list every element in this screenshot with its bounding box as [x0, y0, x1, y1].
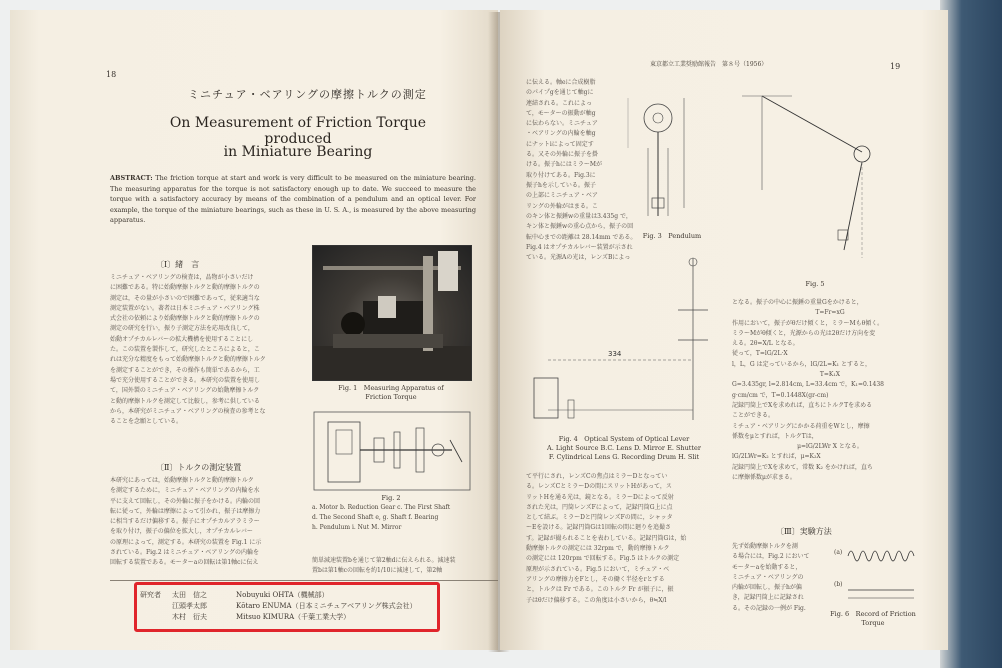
text-line: を測定することができ，その操作も簡単であるから，工	[110, 366, 260, 374]
text-line: 動摩擦トルクの測定には 32rpm で，動的摩擦トルク	[526, 545, 670, 553]
text-line: る。又その外輪に振子を掛	[526, 151, 599, 159]
equation: lG/2LWr=K₂ とすれば，μ=K₂X	[732, 453, 821, 461]
text-line: 作用において，振子がθだけ傾くと，ミラーMもθ傾く。	[732, 319, 884, 327]
right-column-text-bottom	[526, 472, 722, 606]
text-line: 取り付けてある。Fig.3に	[526, 171, 596, 179]
fig2-caption: Fig. 2	[381, 494, 401, 502]
left-page	[10, 10, 498, 650]
text-line: に相当するだけ偏移する。振子にオプチカルアラミラー	[110, 518, 260, 526]
title-english-line2: in Miniature Bearing	[223, 144, 373, 160]
text-line: て，モーターの振動が軸g	[526, 109, 596, 117]
fig1-caption	[312, 384, 470, 402]
text-line: 内輪が回転し，振子hが偏	[732, 584, 802, 592]
text-line: の上部にミニチュア・ベア	[526, 192, 598, 200]
text-line: 子はθだけ偏移する。この角度は小さいから，θ≒X/l	[526, 596, 667, 604]
fig6-caption-line1: Fig. 6 Record of Friction	[830, 610, 916, 618]
text-line: に摩擦係数μが求まる。	[732, 474, 796, 482]
equation: T=Fr=xG	[815, 309, 845, 317]
fig4-dimension-label: 334	[608, 350, 622, 358]
text-line: ることを念願としている。	[110, 418, 183, 426]
text-line: れは充分な精度をもって始動摩擦トルクと動的摩擦トルク	[110, 356, 266, 364]
page-number-left: 18	[106, 70, 117, 79]
fig6-caption-line2: Torque	[861, 619, 885, 627]
text-line: と，トルクは Fr である。このトルク Fr が振子に，振	[526, 586, 674, 594]
text-line: g·cm/cm で，T=0.1448X(gr-cm)	[732, 391, 829, 399]
fig5-caption: Fig. 5	[805, 280, 825, 288]
fig2-following-text	[312, 556, 488, 577]
book-cover-edge	[940, 0, 1002, 668]
text-line: て，国外製のミニチュア・ベアリングの始動摩擦トルク	[110, 387, 260, 395]
text-line: 転に従って，外輪は摩擦によって引かれ，振子は摩擦力	[110, 507, 261, 515]
text-line: リットHを通る光は，鏡となる。ミラーDによって反射	[526, 493, 674, 501]
text-line: える。2θ=X/L となる。	[732, 340, 799, 348]
text-line: に伝わらない。ミニチュア	[526, 120, 598, 128]
author-role: 研究者	[140, 591, 161, 599]
fig2-drawing	[312, 410, 472, 492]
equation: T=K₁X	[819, 371, 841, 379]
text-line: された光は，円筒レンズFによって，記録円筒G上に点	[526, 503, 673, 511]
apparatus-text	[110, 476, 300, 569]
title-japanese: ミニチュア・ベアリングの摩擦トルクの測定	[188, 88, 427, 101]
text-line: にナットiによって固定す	[526, 140, 594, 148]
text-line: されている。Fig.2 はミニチュア・ベアリングの内輪を	[110, 549, 260, 557]
text-line: ーEを設ける。記録円筒Gは1回転の間に廻りを追撮さ	[526, 524, 671, 532]
fig6-caption	[818, 610, 928, 628]
text-line: 置bは第1軸cの回転を約1/10に減速して，第2軸	[312, 567, 443, 575]
text-line: 先ず始動摩擦トルクを測	[732, 543, 798, 550]
fig4-caption	[526, 435, 722, 462]
text-line: る。レンズCとミラーDの間にスリットHがあって，ス	[526, 483, 672, 491]
fig3-caption: Fig. 3 Pendulum	[642, 232, 702, 240]
fig2-legend-line: h. Pendulum i. Nut M. Mirror	[312, 524, 402, 531]
page-number-right: 19	[890, 62, 901, 71]
fig1-photo	[312, 245, 472, 381]
text-line: る場合には，Fig.2 において	[732, 553, 810, 561]
text-line: のキン体と振錘wの重量は3.435g で，	[526, 213, 632, 220]
text-line: ミラーMがθ傾くと，光源からの光は2θだけ方向を変	[732, 329, 876, 337]
text-line: と動的摩擦トルクを測定して比較し，参考に供している	[110, 397, 260, 405]
fig4-optical-system-drawing	[528, 250, 714, 430]
author-name-en: Kōtaro ENUMA（日本ミニチュアベアリング株式会社）	[236, 602, 417, 610]
text-line: キン体と振錘wの重心点から，振子の回	[526, 223, 634, 231]
apparatus-photo-illustration	[313, 246, 471, 380]
text-line: ミチュア・ベアリングにかかる荷重をWとし，摩擦	[732, 422, 870, 430]
text-line: のパイプgを通じて軸gに	[526, 89, 594, 97]
equation: μ=lG/2LWr X となる。	[797, 443, 863, 451]
author-name-jp: 江頭孝太郎	[172, 602, 207, 610]
fig4-caption-line3: F. Cylindrical Lens G. Recording Drum H. Slit	[548, 453, 700, 461]
text-line: となる。振子の中心に振錘の重量Gをかけると，	[732, 299, 863, 306]
fig5-drawing	[732, 80, 922, 270]
text-line: Fig.4 はオプチカルレバー装置が示され	[526, 243, 633, 251]
text-line: 測定は，その量が小さいので困難であって，従来適当な	[110, 294, 260, 302]
fig6-label-b: (b)	[834, 581, 843, 588]
text-line: の測定には 120rpm で回転する。Fig.5 はトルクの測定	[526, 555, 680, 563]
text-line: l，L，G は定っているから，lG/2L=K₁ とすると，	[732, 360, 871, 368]
abstract-label: ABSTRACT:	[110, 174, 153, 182]
text-line: を取り付け，振子の偏位を拡大し，オプチカルレバー	[110, 528, 253, 536]
text-line: 始動オプチカルレバーの拡大機構を使用することにし	[110, 335, 254, 343]
text-line: き，記録円筒上に記録され	[732, 594, 804, 602]
text-line: ことができる。	[732, 412, 775, 420]
text-line: から，本研究がミニチュア・ベアリングの検査の参考とな	[110, 407, 266, 415]
text-line: 測定の研究を行い，振り子測定方法を応用改良して，	[110, 325, 254, 333]
text-line: 簡単減速装置bを通じて第2軸dに伝えられる。減速装	[312, 557, 456, 564]
right-column-2-text	[732, 298, 928, 483]
author-name-en: Mitsuo KIMURA（千葉工業大学）	[236, 613, 351, 621]
text-line: る。その記録の一例が Fig.	[732, 604, 806, 612]
fig1-caption-line1: Fig. 1 Measuring Apparatus of	[338, 384, 444, 392]
text-line: ている。光源Aの光は，レンズBによっ	[526, 254, 631, 262]
introduction-text	[110, 273, 300, 427]
right-column-text-top	[526, 78, 618, 212]
text-line: リングの外輪がはまる。こ	[526, 202, 598, 210]
text-line: の原理によって，測定する。本研究の装置を Fig.1 に示	[110, 538, 262, 546]
fig4-caption-line1: Fig. 4 Optical System of Optical Lever	[558, 435, 690, 443]
text-line: G=3.435gr, l=2.814cm, L=33.4cm で，K₁=0.1438	[732, 381, 884, 389]
author-name-jp: 木村 衍夫	[172, 613, 207, 621]
fig1-caption-line2: Friction Torque	[365, 393, 417, 401]
text-line: ける。振子hにはミラーMが	[526, 161, 603, 169]
text-line: 係数をμとすれば，トルクTは，	[732, 432, 818, 440]
fig2-legend-line: a. Motor b. Reduction Gear c. The First Shaft	[312, 504, 451, 511]
method-text	[732, 542, 828, 614]
text-line: に伝える。軸eに合成樹脂	[526, 79, 596, 86]
text-line: 転中心までの距離は 28.14mm である。	[526, 233, 637, 241]
text-line: モーターaを始動すると，	[732, 563, 802, 571]
text-line: ミニチュア・ベアリングの検査は，品物が小さいだけ	[110, 274, 254, 281]
fig2-legend	[312, 503, 488, 533]
fig4-caption-line2: A. Light Source B.C. Lens D. Mirror E. Shutter	[547, 444, 701, 452]
authors-highlight-box	[134, 582, 440, 632]
footnote-rule	[110, 580, 498, 581]
text-line: 記録円筒上でXを求めれば，直ちにトルクTを求める	[732, 401, 873, 409]
right-page	[500, 10, 948, 650]
abstract-text: The friction torque at start and work is very difficult to be measured on the miniature bearing. The measuring apparatus for the torque is not satisfactory enough up to date. We succeed to measure the torque with a satisfactory accuracy by means of the combination of a pendulum and an optical lever. For example, the torque of the miniature bearings, such as these in U. S. A., is measured by the above measuring apparatus.	[110, 174, 476, 224]
text-line: 平に支えて回転し，その外輪に振子をかける。内輪の回	[110, 497, 261, 505]
text-line: 原理が示されている。Fig.5 において，ミチュア・ベ	[526, 565, 670, 573]
abstract	[110, 173, 476, 226]
text-line: た。この装置を製作して，研究したところによると，こ	[110, 346, 260, 354]
text-line: て平行にされ，レンズCの焦点はミラーDとなってい	[526, 473, 668, 480]
text-line: アリングの摩擦力をFとし，その働く半径をrとする	[526, 575, 665, 583]
text-line: ・ベアリングの内輪を軸g	[526, 130, 596, 138]
fig2-legend-line: d. The Second Shaft e, g. Shaft f. Bearing	[312, 514, 439, 521]
text-line: 連結される。これによっ	[526, 99, 593, 107]
section-heading-method: 〔Ⅲ〕実験方法	[776, 527, 832, 536]
text-line: 場で充分使用することができる。本研究の装置を使用し	[110, 376, 261, 384]
title-english-line1: On Measurement of Friction Torque produced	[169, 115, 427, 147]
text-line: に困難である。特に始動摩擦トルクと動的摩擦トルクの	[110, 284, 260, 292]
text-line: ミニチュア・ベアリングの	[732, 573, 804, 581]
running-header: 東京都立工業奨励館報告 第８号（1956）	[650, 61, 768, 68]
section-heading-introduction: 〔Ⅰ〕緒 言	[156, 260, 200, 269]
text-line: として結ぶ。ミラーDと円筒レンズFの間に，シャッタ	[526, 514, 673, 522]
text-line: を測定するために，ミニチュア・ベアリングの内輪を水	[110, 487, 260, 495]
text-line: 回転する装置である。モーターaの回転は第1軸cに伝え	[110, 559, 259, 567]
text-line: 式会社の依頼により始動摩擦トルクと動的摩擦トルクの	[110, 315, 260, 323]
fig3-pendulum-drawing	[622, 88, 714, 228]
text-line: す。記録が撮られることを表わしている。記録円筒Gは，始	[526, 534, 687, 542]
text-line: 記録円筒上でXを求めて，常数 K₂ をかければ，直ち	[732, 463, 873, 471]
author-name-jp: 太田 信之	[172, 591, 207, 599]
text-line: 振子hを示している。振子	[526, 181, 596, 189]
equation: 従って，T=lG/2L·X	[732, 350, 788, 358]
fig6-label-a: (a)	[834, 549, 843, 556]
section-heading-apparatus: 〔Ⅱ〕トルクの測定装置	[156, 463, 242, 472]
fig6-record-drawing	[846, 540, 916, 610]
text-line: 測定装置がない。著者は日本ミニチュア・ベアリング株	[110, 304, 260, 312]
author-name-en: Nobuyuki OHTA（機械部）	[236, 591, 329, 599]
text-line: 本研究にあっては，始動摩擦トルクと動的摩擦トルク	[110, 477, 254, 484]
